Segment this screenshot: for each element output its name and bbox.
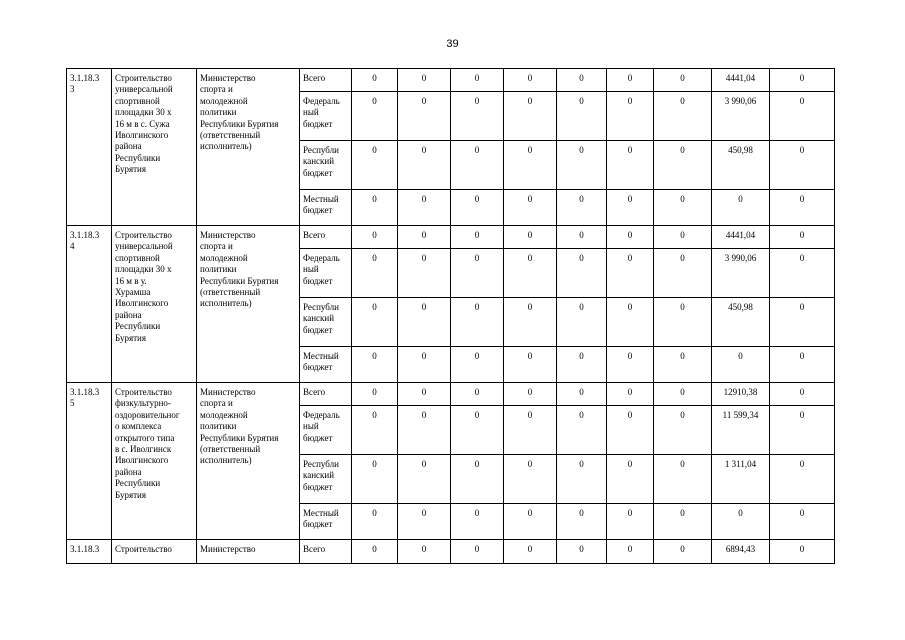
funding-source: Местный бюджет — [300, 504, 352, 540]
value-cell: 0 — [504, 92, 557, 141]
value-cell: 0 — [770, 249, 835, 298]
value-cell: 0 — [451, 504, 504, 540]
funding-source: Всего — [300, 69, 352, 92]
value-cell: 0 — [451, 455, 504, 504]
item-code: 3.1.18.3 — [67, 540, 112, 564]
funding-source: Федераль ный бюджет — [300, 406, 352, 455]
value-cell: 0 — [557, 383, 607, 406]
value-cell: 0 — [398, 226, 451, 249]
value-cell: 0 — [607, 141, 654, 190]
value-cell: 0 — [398, 540, 451, 564]
value-cell: 0 — [398, 69, 451, 92]
funding-source: Всего — [300, 540, 352, 564]
value-cell: 450,98 — [712, 141, 770, 190]
value-cell: 0 — [352, 249, 398, 298]
value-cell: 0 — [352, 383, 398, 406]
value-cell: 0 — [557, 249, 607, 298]
value-cell: 11 599,34 — [712, 406, 770, 455]
value-cell: 0 — [607, 406, 654, 455]
value-cell: 0 — [654, 383, 712, 406]
value-cell: 0 — [451, 190, 504, 226]
value-cell: 0 — [504, 406, 557, 455]
value-cell: 1 311,04 — [712, 455, 770, 504]
value-cell: 0 — [451, 249, 504, 298]
value-cell: 0 — [770, 190, 835, 226]
value-cell: 0 — [654, 249, 712, 298]
value-cell: 0 — [504, 226, 557, 249]
value-cell: 0 — [352, 190, 398, 226]
page-number: 39 — [446, 38, 459, 50]
value-cell: 0 — [398, 347, 451, 383]
value-cell: 0 — [451, 540, 504, 564]
value-cell: 0 — [654, 540, 712, 564]
value-cell: 0 — [770, 347, 835, 383]
funding-source: Республи канский бюджет — [300, 141, 352, 190]
item-executor: Министерство — [197, 540, 300, 564]
value-cell: 0 — [654, 226, 712, 249]
value-cell: 0 — [504, 540, 557, 564]
value-cell: 3 990,06 — [712, 92, 770, 141]
value-cell: 0 — [352, 298, 398, 347]
table-row — [67, 226, 835, 249]
value-cell: 0 — [451, 92, 504, 141]
value-cell: 0 — [504, 298, 557, 347]
value-cell: 0 — [557, 298, 607, 347]
value-cell: 0 — [770, 92, 835, 141]
value-cell: 0 — [451, 347, 504, 383]
value-cell: 0 — [352, 540, 398, 564]
value-cell: 0 — [607, 383, 654, 406]
value-cell: 0 — [398, 141, 451, 190]
funding-source: Республи канский бюджет — [300, 298, 352, 347]
value-cell: 0 — [770, 141, 835, 190]
funding-source: Федераль ный бюджет — [300, 249, 352, 298]
item-code: 3.1.18.3 5 — [67, 383, 112, 540]
value-cell: 0 — [398, 383, 451, 406]
value-cell: 0 — [607, 92, 654, 141]
funding-source: Федераль ный бюджет — [300, 92, 352, 141]
funding-source: Местный бюджет — [300, 190, 352, 226]
table-body — [67, 69, 835, 564]
value-cell: 0 — [504, 383, 557, 406]
value-cell: 0 — [398, 190, 451, 226]
value-cell: 0 — [654, 504, 712, 540]
value-cell: 0 — [654, 347, 712, 383]
value-cell: 0 — [770, 540, 835, 564]
value-cell: 0 — [352, 406, 398, 455]
value-cell: 0 — [398, 455, 451, 504]
value-cell: 0 — [557, 190, 607, 226]
value-cell: 3 990,06 — [712, 249, 770, 298]
value-cell: 0 — [607, 226, 654, 249]
value-cell: 0 — [504, 504, 557, 540]
value-cell: 0 — [557, 92, 607, 141]
value-cell: 0 — [770, 298, 835, 347]
value-cell: 0 — [398, 504, 451, 540]
value-cell: 0 — [770, 504, 835, 540]
value-cell: 0 — [607, 455, 654, 504]
value-cell: 0 — [451, 406, 504, 455]
item-executor: Министерство спорта и молодежной политики Республики Бурятия (ответственный исполнитель) — [197, 383, 300, 540]
item-code: 3.1.18.3 3 — [67, 69, 112, 226]
value-cell: 0 — [352, 141, 398, 190]
item-name: Строительство универсальной спортивной площадки 30 х 16 м в у. Хурамша Иволгинского района Республики Бурятия — [112, 226, 197, 383]
value-cell: 0 — [451, 226, 504, 249]
value-cell: 4441,04 — [712, 69, 770, 92]
funding-source: Республи канский бюджет — [300, 455, 352, 504]
value-cell: 0 — [398, 406, 451, 455]
value-cell: 0 — [451, 141, 504, 190]
value-cell: 0 — [352, 347, 398, 383]
value-cell: 0 — [770, 69, 835, 92]
value-cell: 0 — [504, 347, 557, 383]
value-cell: 0 — [557, 540, 607, 564]
value-cell: 0 — [654, 298, 712, 347]
table-row — [67, 383, 835, 406]
value-cell: 0 — [712, 504, 770, 540]
value-cell: 0 — [607, 69, 654, 92]
value-cell: 0 — [770, 226, 835, 249]
value-cell: 0 — [607, 249, 654, 298]
value-cell: 0 — [504, 141, 557, 190]
value-cell: 6894,43 — [712, 540, 770, 564]
value-cell: 0 — [504, 249, 557, 298]
value-cell: 0 — [398, 92, 451, 141]
value-cell: 0 — [451, 383, 504, 406]
value-cell: 450,98 — [712, 298, 770, 347]
item-name: Строительство — [112, 540, 197, 564]
value-cell: 0 — [770, 406, 835, 455]
value-cell: 0 — [607, 298, 654, 347]
funding-source: Всего — [300, 383, 352, 406]
value-cell: 0 — [607, 190, 654, 226]
value-cell: 0 — [398, 249, 451, 298]
value-cell: 0 — [557, 347, 607, 383]
value-cell: 0 — [557, 69, 607, 92]
value-cell: 0 — [451, 69, 504, 92]
value-cell: 0 — [770, 455, 835, 504]
value-cell: 0 — [352, 455, 398, 504]
value-cell: 0 — [557, 504, 607, 540]
table-row — [67, 540, 835, 564]
value-cell: 0 — [557, 141, 607, 190]
funding-source: Всего — [300, 226, 352, 249]
value-cell: 0 — [712, 347, 770, 383]
value-cell: 0 — [504, 69, 557, 92]
value-cell: 0 — [654, 92, 712, 141]
value-cell: 0 — [712, 190, 770, 226]
value-cell: 0 — [504, 455, 557, 504]
value-cell: 0 — [654, 141, 712, 190]
value-cell: 0 — [451, 298, 504, 347]
value-cell: 0 — [607, 540, 654, 564]
value-cell: 0 — [398, 298, 451, 347]
item-executor: Министерство спорта и молодежной политики Республики Бурятия (ответственный исполнитель) — [197, 69, 300, 226]
item-name: Строительство физкультурно- оздоровительног о комплекса открытого типа в с. Иволгинск Иволгинского района Республики Бурятия — [112, 383, 197, 540]
table-row — [67, 69, 835, 92]
value-cell: 0 — [607, 504, 654, 540]
value-cell: 0 — [654, 455, 712, 504]
item-name: Строительство универсальной спортивной площадки 30 х 16 м в с. Сужа Иволгинского района Республики Бурятия — [112, 69, 197, 226]
item-code: 3.1.18.3 4 — [67, 226, 112, 383]
value-cell: 0 — [654, 69, 712, 92]
value-cell: 0 — [504, 190, 557, 226]
budget-table — [66, 68, 835, 564]
value-cell: 0 — [770, 383, 835, 406]
value-cell: 0 — [654, 190, 712, 226]
value-cell: 0 — [352, 92, 398, 141]
value-cell: 0 — [557, 455, 607, 504]
value-cell: 0 — [352, 504, 398, 540]
item-executor: Министерство спорта и молодежной политики Республики Бурятия (ответственный исполнитель) — [197, 226, 300, 383]
funding-source: Местный бюджет — [300, 347, 352, 383]
value-cell: 0 — [607, 347, 654, 383]
value-cell: 0 — [654, 406, 712, 455]
value-cell: 0 — [352, 69, 398, 92]
value-cell: 0 — [557, 226, 607, 249]
value-cell: 0 — [557, 406, 607, 455]
value-cell: 0 — [352, 226, 398, 249]
value-cell: 4441,04 — [712, 226, 770, 249]
value-cell: 12910,38 — [712, 383, 770, 406]
